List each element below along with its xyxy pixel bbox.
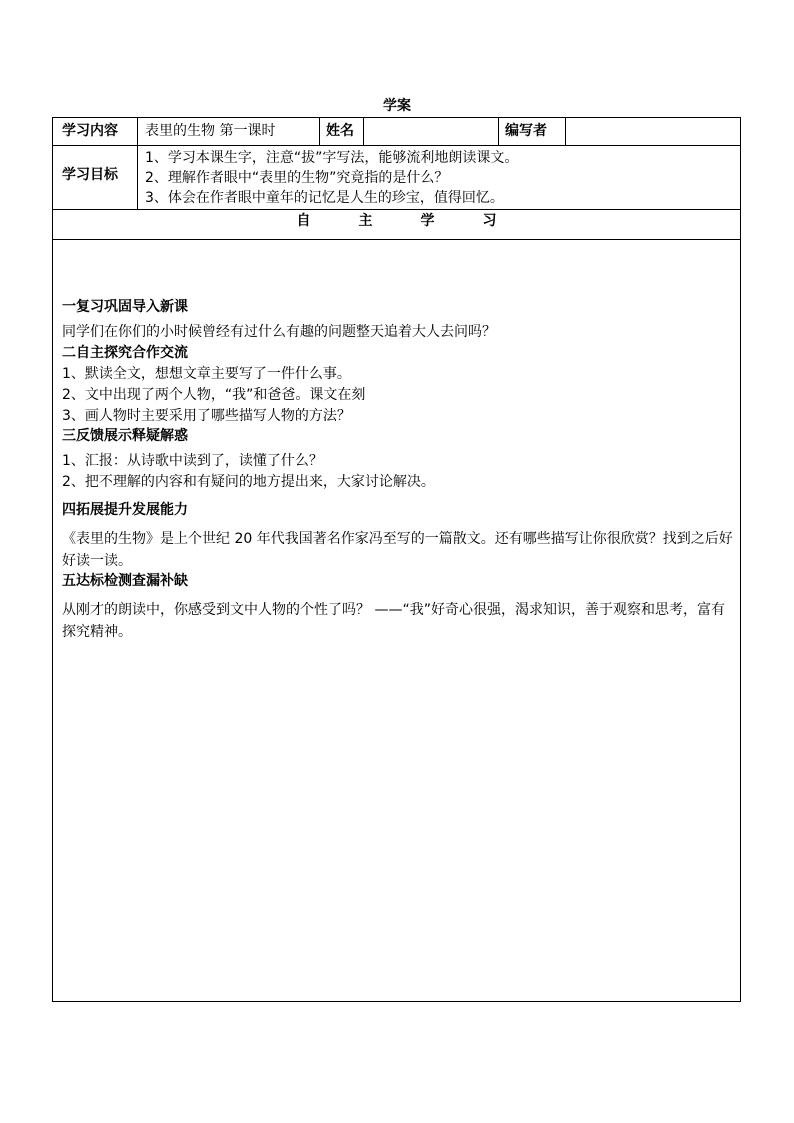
section-title: 三反馈展示释疑解惑 — [62, 428, 188, 444]
column-divider — [565, 118, 566, 145]
column-divider — [498, 118, 499, 145]
study-content-label: 学习内容 — [62, 123, 118, 139]
row-divider — [53, 239, 740, 240]
goal-item: 3、体会在作者眼中童年的记忆是人生的珍宝，值得回忆。 — [145, 190, 504, 206]
section-title: 二自主探究合作交流 — [62, 345, 188, 361]
self-study-heading: 自主学习 — [296, 213, 545, 229]
study-plan-table — [52, 117, 741, 1002]
section-title: 一复习巩固导入新课 — [62, 299, 188, 315]
section-title: 五达标检测查漏补缺 — [62, 573, 188, 589]
row-divider — [53, 145, 740, 146]
goal-item: 1、学习本课生字，注意“拔”字写法，能够流利地朗读课文。 — [145, 150, 519, 166]
author-label: 编写者 — [505, 123, 547, 139]
list-item: 1、默读全文，想想文章主要写了一件什么事。 — [62, 366, 351, 382]
section-text: 同学们在你们的小时候曾经有过什么有趣的问题整天追着大人去问吗？ — [62, 324, 496, 340]
list-item: 2、把不理解的内容和有疑问的地方提出来，大家讨论解决。 — [62, 474, 435, 490]
study-content-value: 表里的生物 第一课时 — [145, 123, 276, 139]
section-text: 从刚才的朗读中，你感受到文中人物的个性了吗？ ——“我”好奇心很强，渴求知识，善于观察和思考，富有探究精神。 — [62, 602, 725, 640]
column-divider — [319, 118, 320, 145]
list-item: 1、汇报：从诗歌中读到了，读懂了什么？ — [62, 453, 323, 469]
section-text: 《表里的生物》是上个世纪 20 年代我国著名作家冯至写的一篇散文。还有哪些描写让你很欣赏？找到之后好好读一读。 — [62, 531, 733, 569]
list-item: 2、文中出现了两个人物，“我”和爸爸。课文在刻 — [62, 387, 366, 403]
name-label: 姓名 — [326, 123, 354, 139]
section-title: 四拓展提升发展能力 — [62, 502, 188, 518]
goal-item: 2、理解作者眼中“表里的生物”究竟指的是什么？ — [145, 170, 449, 186]
study-goals-label: 学习目标 — [62, 167, 118, 183]
document-title: 学案 — [383, 98, 411, 114]
column-divider — [363, 118, 364, 145]
column-divider — [137, 118, 138, 209]
list-item: 3、画人物时主要采用了哪些描写人物的方法？ — [62, 408, 351, 424]
